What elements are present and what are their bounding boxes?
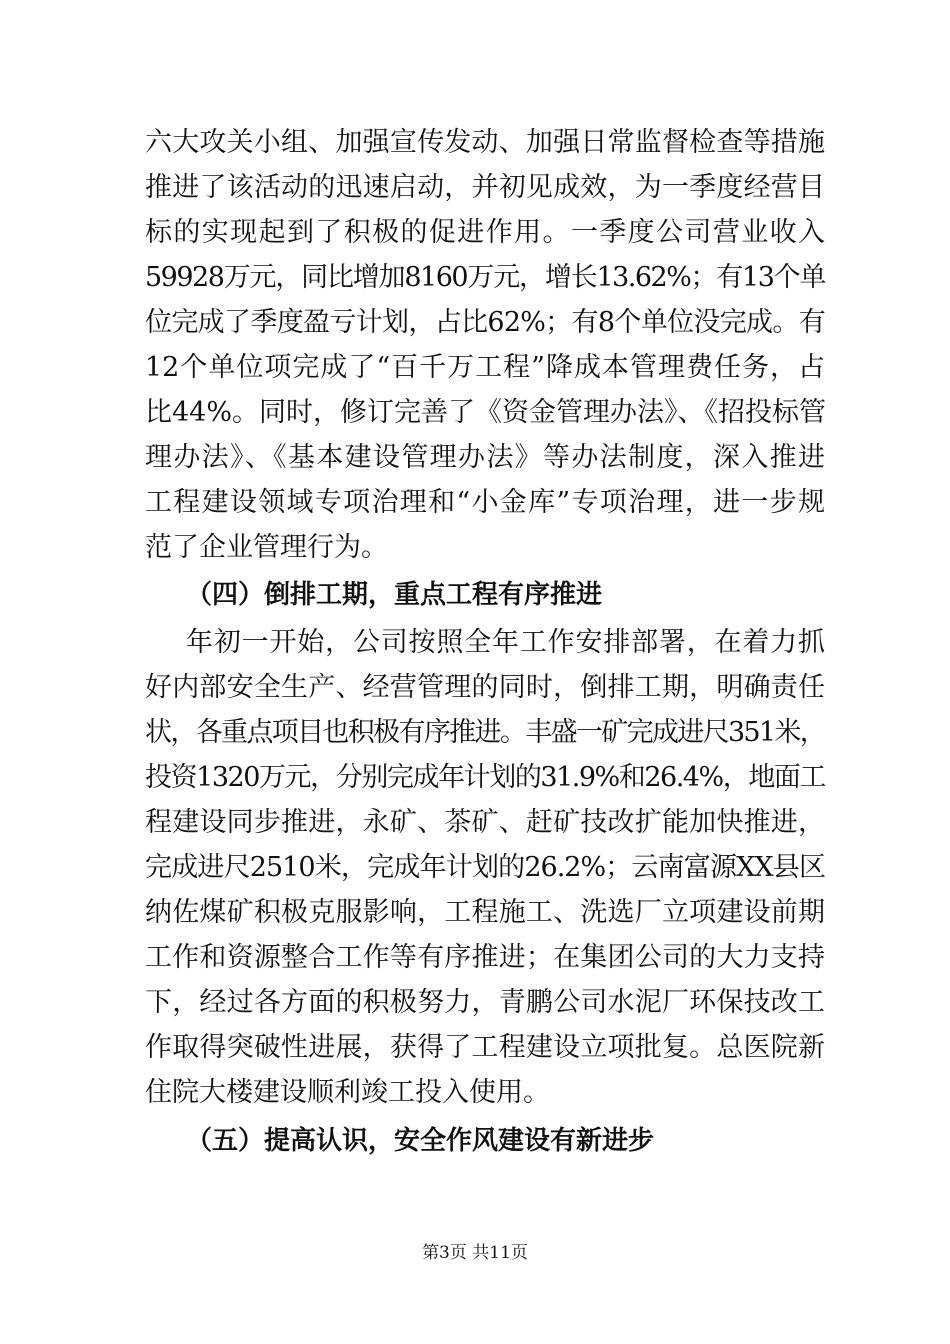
paragraph-2-line-11: 住院大楼建设顺利竣工投入使用。 bbox=[145, 1077, 550, 1108]
paragraph-1-line-3: 标的实现起到了积极的促进作用。一季度公司营业收入 bbox=[145, 217, 825, 248]
paragraph-2-line-8: 工作和资源整合工作等有序推进；在集团公司的大力支持 bbox=[145, 942, 825, 973]
paragraph-1-line-10: 范了企业管理行为。 bbox=[145, 532, 388, 563]
paragraph-1-line-5: 位完成了季度盈亏计划，占比62%；有8个单位没完成。有 bbox=[145, 307, 825, 338]
paragraph-1-line-2: 推进了该活动的迅速启动，并初见成效，为一季度经营目 bbox=[145, 172, 825, 203]
section-heading-4: （四）倒排工期，重点工程有序推进 bbox=[186, 580, 603, 610]
paragraph-1-line-1: 六大攻关小组、加强宣传发动、加强日常监督检查等措施 bbox=[145, 127, 825, 158]
paragraph-2-line-5: 程建设同步推进，永矿、茶矿、赶矿技改扩能加快推进， bbox=[145, 807, 825, 838]
paragraph-2-line-10: 作取得突破性进展，获得了工程建设立项批复。总医院新 bbox=[145, 1032, 825, 1063]
paragraph-1-line-4: 59928万元，同比增加8160万元，增长13.62%；有13个单 bbox=[145, 262, 825, 293]
paragraph-1-line-7: 比44%。同时，修订完善了《资金管理办法》、《招投标管 bbox=[145, 397, 827, 428]
paragraph-2-line-9: 下，经过各方面的积极努力，青鹏公司水泥厂环保技改工 bbox=[145, 987, 825, 1018]
paragraph-1-line-8: 理办法》、《基本建设管理办法》等办法制度，深入推进 bbox=[145, 442, 825, 473]
section-heading-5: （五）提高认识，安全作风建设有新进步 bbox=[186, 1126, 655, 1156]
paragraph-1-line-6: 12个单位项完成了“百千万工程”降成本管理费任务，占 bbox=[145, 352, 825, 383]
paragraph-2-line-6: 完成进尺2510米，完成年计划的26.2%；云南富源XX县区 bbox=[145, 852, 825, 883]
paragraph-2-line-3: 状，各重点项目也积极有序推进。丰盛一矿完成进尺351米， bbox=[145, 717, 825, 748]
paragraph-2-line-2: 好内部安全生产、经营管理的同时，倒排工期，明确责任 bbox=[145, 672, 825, 703]
paragraph-2-line-1: 年初一开始，公司按照全年工作安排部署，在着力抓 bbox=[186, 627, 825, 658]
paragraph-2-line-4: 投资1320万元，分别完成年计划的31.9%和26.4%，地面工 bbox=[145, 762, 825, 793]
paragraph-2-line-7: 纳佐煤矿积极克服影响，工程施工、洗选厂立项建设前期 bbox=[145, 897, 825, 928]
paragraph-1-line-9: 工程建设领域专项治理和“小金库”专项治理，进一步规 bbox=[145, 487, 825, 518]
page-number-footer: 第3页 共11页 bbox=[422, 1243, 528, 1263]
